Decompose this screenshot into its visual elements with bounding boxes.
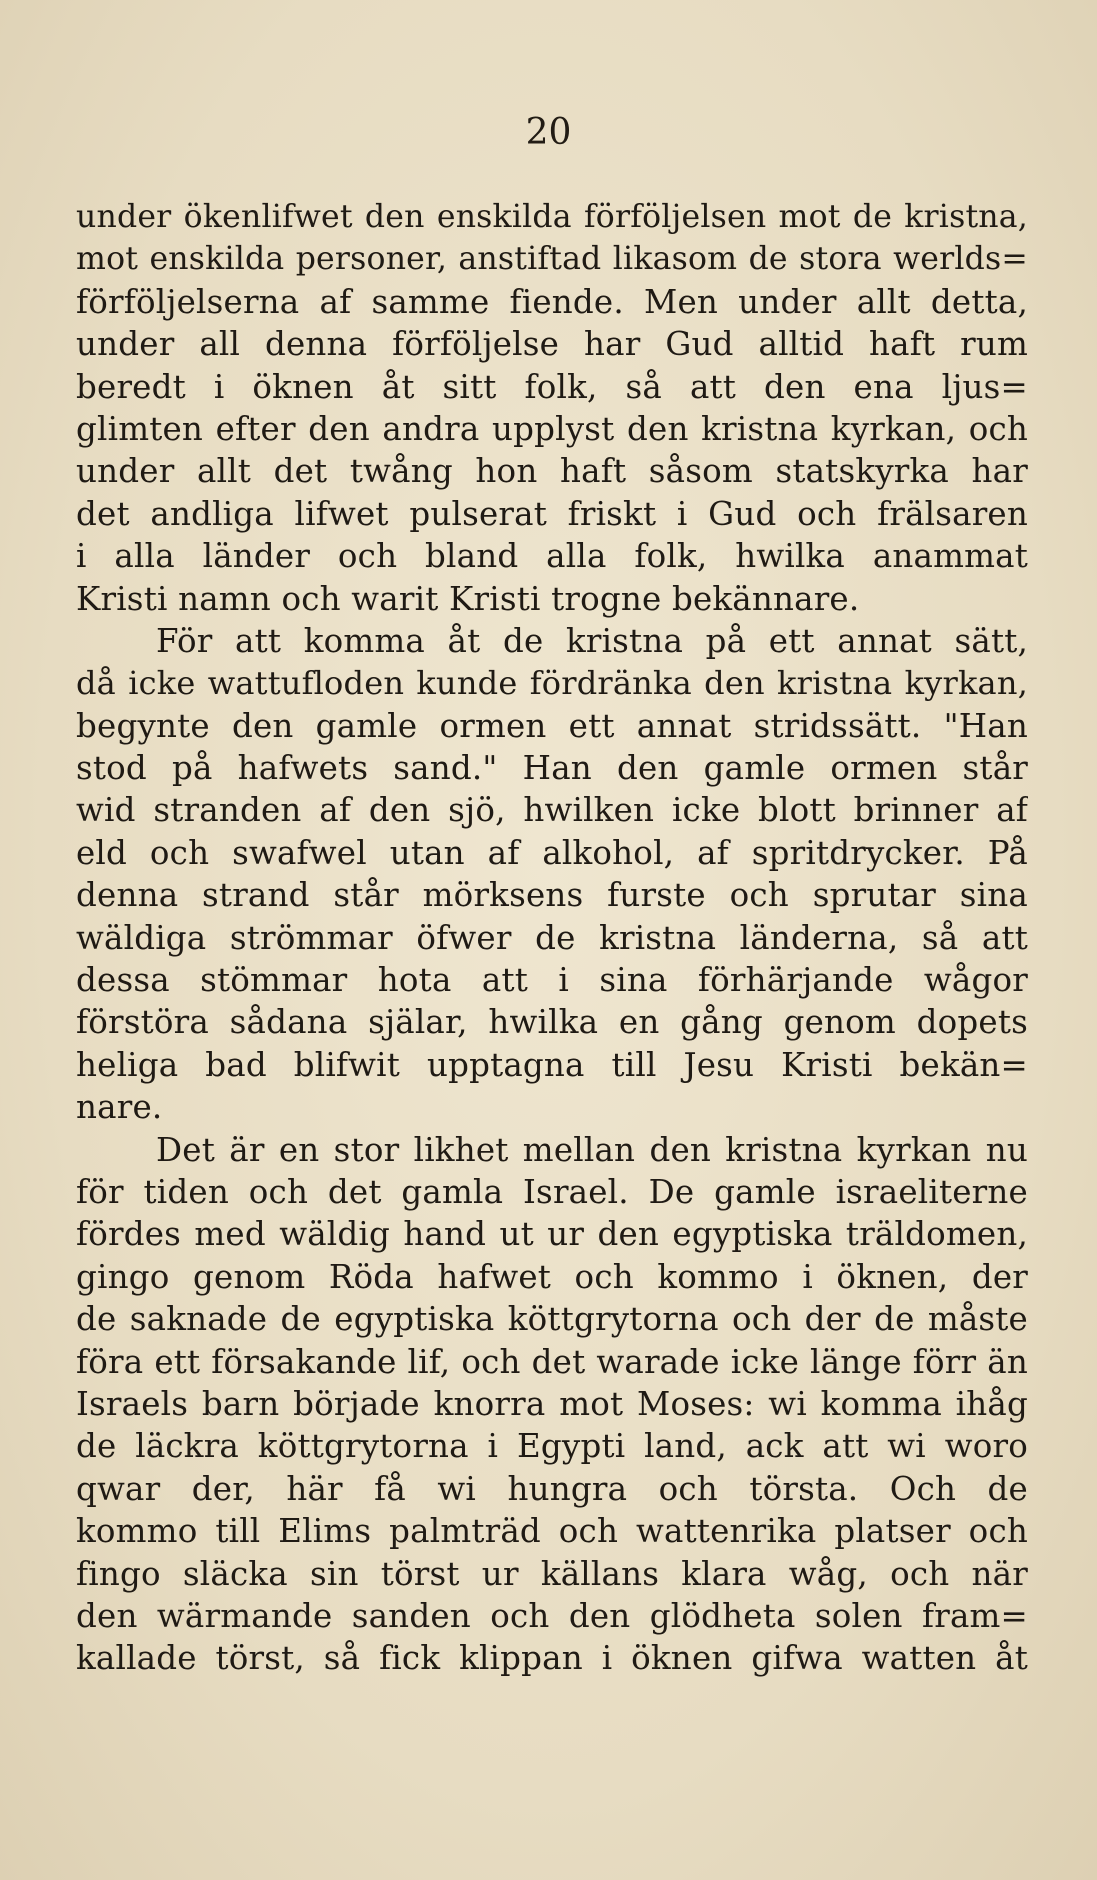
text-line: under all denna förföljelse har Gud alltid haft rum: [76, 325, 1028, 364]
text-line: för tiden och det gamla Israel. De gamle israeliterne: [76, 1172, 1028, 1211]
text-line: under ökenlifwet den enskilda förföljelsen mot de kristna,: [76, 199, 1028, 235]
text-line: heliga bad blifwit upptagna till Jesu Kristi bekän=: [76, 1045, 1028, 1084]
text-line: kallade törst, så fick klippan i öknen gifwa watten åt: [76, 1639, 1028, 1678]
text-line: i alla länder och bland alla folk, hwilka anammat: [76, 537, 1028, 576]
text-line: denna strand står mörksens furste och sprutar sina: [76, 876, 1028, 915]
text-line: wid stranden af den sjö, hwilken icke blott brinner af: [76, 791, 1028, 830]
text-line: dessa stömmar hota att i sina förhärjande wågor: [76, 961, 1028, 1000]
text-line: då icke wattufloden kunde fördränka den kristna kyrkan,: [76, 664, 1028, 703]
body-text: [76, 196, 1028, 1680]
text-line: mot enskilda personer, anstiftad likasom de stora werlds=: [76, 241, 1028, 278]
text-line: de läckra köttgrytorna i Egypti land, ack att wi woro: [76, 1427, 1028, 1466]
text-line: förföljelserna af samme fiende. Men under allt detta,: [76, 282, 1028, 321]
text-line: Kristi namn och warit Kristi trogne bekännare.: [76, 579, 860, 618]
text-line: Det är en stor likhet mellan den kristna kyrkan nu: [156, 1130, 1028, 1169]
text-line: fördes med wäldig hand ut ur den egyptiska träldomen,: [76, 1215, 1028, 1254]
text-line: beredt i öknen åt sitt folk, så att den ena ljus=: [76, 367, 1028, 406]
text-line: gingo genom Röda hafwet och kommo i öknen, der: [76, 1257, 1028, 1296]
page-number: 20: [525, 112, 572, 153]
text-line: Israels barn började knorra mot Moses: wi komma ihåg: [76, 1384, 1028, 1423]
text-line: kommo till Elims palmträd och wattenrika platser och: [76, 1512, 1028, 1551]
text-line: begynte den gamle ormen ett annat stridssätt. "Han: [76, 706, 1028, 745]
text-line: stod på hafwets sand." Han den gamle ormen står: [76, 749, 1028, 788]
text-line: glimten efter den andra upplyst den kristna kyrkan, och: [76, 409, 1028, 448]
text-line: eld och swafwel utan af alkohol, af spritdrycker. På: [76, 833, 1028, 872]
text-line: nare.: [76, 1088, 163, 1127]
text-line: qwar der, här få wi hungra och törsta. Och de: [76, 1469, 1028, 1508]
text-line: För att komma åt de kristna på ett annat sätt,: [156, 621, 1028, 660]
text-line: under allt det twång hon haft såsom statskyrka har: [76, 452, 1028, 491]
text-line: förstöra sådana själar, hwilka en gång genom dopets: [76, 1003, 1028, 1042]
text-line: fingo släcka sin törst ur källans klara wåg, och när: [76, 1554, 1028, 1593]
text-line: det andliga lifwet pulserat friskt i Gud och frälsaren: [76, 494, 1028, 533]
text-line: föra ett försakande lif, och det warade icke länge förr än: [76, 1342, 1028, 1381]
text-line: de saknade de egyptiska köttgrytorna och der de måste: [76, 1300, 1028, 1339]
text-line: den wärmande sanden och den glödheta solen fram=: [76, 1596, 1028, 1635]
text-line: wäldiga strömmar öfwer de kristna länderna, så att: [76, 918, 1028, 957]
